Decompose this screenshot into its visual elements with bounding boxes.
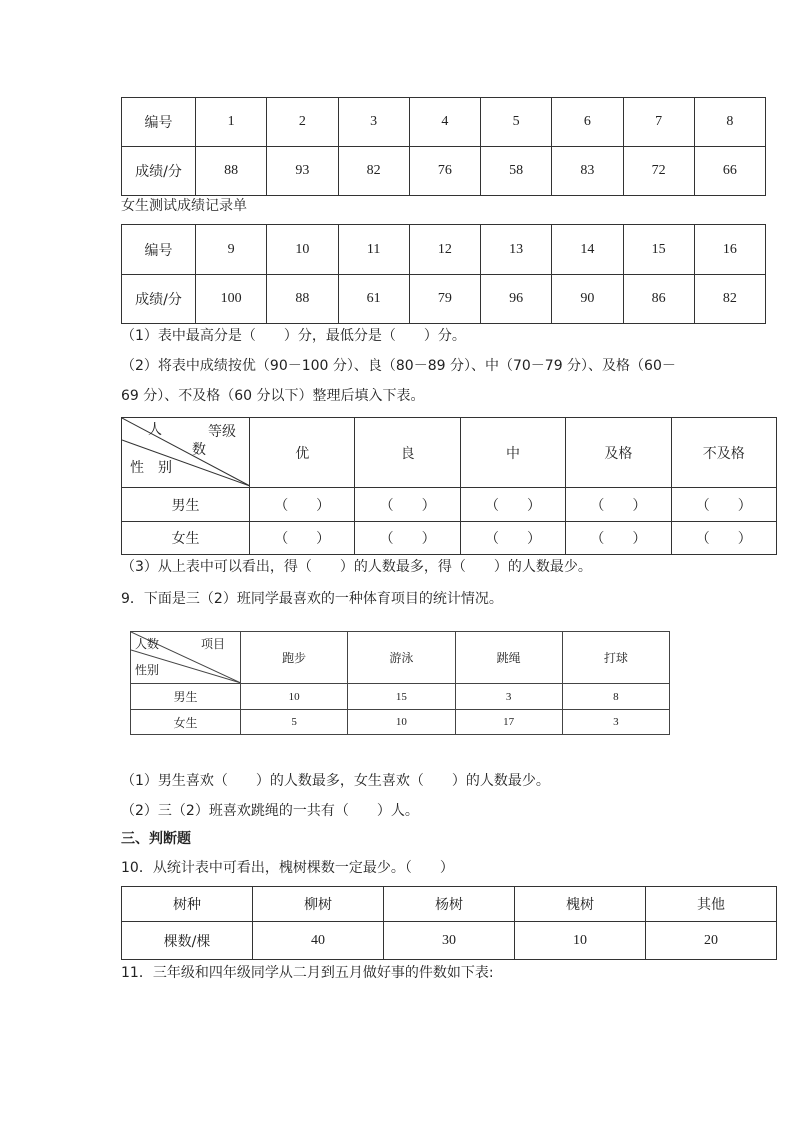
sport-header: 跳绳: [455, 632, 562, 684]
girls-score-cell: 82: [694, 275, 765, 324]
girls-table-caption: 女生测试成绩记录单: [121, 198, 247, 214]
tree-count-cell: 30: [384, 922, 515, 960]
row-label-boys: 男生: [131, 684, 241, 710]
girls-score-cell: 79: [409, 275, 480, 324]
tree-header: 柳树: [253, 887, 384, 922]
q10-text: 10．从统计表中可看出，槐树棵数一定最少。（ ）: [121, 860, 454, 876]
tree-header: 树种: [122, 887, 253, 922]
corner-label-gender: 性 别: [130, 460, 172, 476]
q9-title: 9．下面是三（2）班同学最喜欢的一种体育项目的统计情况。: [121, 591, 503, 607]
tree-header: 杨树: [384, 887, 515, 922]
girls-score-cell: 90: [552, 275, 623, 324]
sport-table: [130, 631, 670, 735]
grade-header: 优: [250, 418, 355, 488]
girls-id-cell: 14: [552, 225, 623, 275]
sport-count-cell: 17: [455, 710, 562, 735]
sport-header: 游泳: [348, 632, 455, 684]
boys-score-cell: 83: [552, 147, 623, 196]
q8-part3: （3）从上表中可以看出，得（ ）的人数最多，得（ ）的人数最少。: [121, 559, 592, 575]
girls-id-cell: 11: [338, 225, 409, 275]
tree-header: 槐树: [515, 887, 646, 922]
girls-id-cell: 13: [481, 225, 552, 275]
corner-label-gender: 性别: [135, 663, 160, 677]
tree-count-cell: 40: [253, 922, 384, 960]
grade-header: 良: [355, 418, 460, 488]
boys-id-cell: 8: [694, 98, 765, 147]
boys-id-cell: 3: [338, 98, 409, 147]
answer-blank[interactable]: （ ）: [355, 522, 460, 555]
boys-id-cell: 2: [267, 98, 338, 147]
grade-table: [121, 417, 777, 555]
corner-label-grade: 等级: [208, 424, 236, 440]
boys-score-cell: 66: [694, 147, 765, 196]
corner-label-count: 人数: [135, 637, 160, 651]
answer-blank[interactable]: （ ）: [460, 488, 565, 522]
sport-count-cell: 10: [348, 710, 455, 735]
answer-blank[interactable]: （ ）: [355, 488, 460, 522]
row-label-id: 编号: [122, 225, 196, 275]
girls-id-cell: 15: [623, 225, 694, 275]
answer-blank[interactable]: （ ）: [250, 488, 355, 522]
corner-label-item: 项目: [201, 637, 226, 651]
grade-header: 中: [460, 418, 565, 488]
q8-part1: （1）表中最高分是（ ）分，最低分是（ ）分。: [121, 328, 466, 344]
q9-part1: （1）男生喜欢（ ）的人数最多，女生喜欢（ ）的人数最少。: [121, 773, 550, 789]
sport-count-cell: 15: [348, 684, 455, 710]
girls-id-cell: 9: [196, 225, 267, 275]
answer-blank[interactable]: （ ）: [566, 488, 671, 522]
row-label-id: 编号: [122, 98, 196, 147]
row-label-score: 成绩/分: [122, 147, 196, 196]
boys-score-cell: 58: [481, 147, 552, 196]
q8-part2-continued: 69 分）、不及格（60 分以下）整理后填入下表。: [121, 388, 425, 404]
girls-score-cell: 88: [267, 275, 338, 324]
tree-table: [121, 886, 777, 960]
girls-score-cell: 96: [481, 275, 552, 324]
boys-score-cell: 88: [196, 147, 267, 196]
tree-count-cell: 10: [515, 922, 646, 960]
answer-blank[interactable]: （ ）: [671, 488, 776, 522]
boys-score-cell: 82: [338, 147, 409, 196]
sport-count-cell: 10: [241, 684, 348, 710]
diagonal-header-cell: [122, 418, 250, 488]
girls-score-cell: 100: [196, 275, 267, 324]
sport-count-cell: 8: [562, 684, 669, 710]
boys-score-cell: 76: [409, 147, 480, 196]
row-label-tree-count: 棵数/棵: [122, 922, 253, 960]
q9-part2: （2）三（2）班喜欢跳绳的一共有（ ）人。: [121, 803, 419, 819]
girls-id-cell: 12: [409, 225, 480, 275]
boys-id-cell: 1: [196, 98, 267, 147]
sport-count-cell: 3: [562, 710, 669, 735]
girls-score-cell: 86: [623, 275, 694, 324]
sport-header: 跑步: [241, 632, 348, 684]
sport-count-cell: 5: [241, 710, 348, 735]
boys-score-cell: 72: [623, 147, 694, 196]
diagonal-header-cell: [131, 632, 241, 684]
boys-id-cell: 6: [552, 98, 623, 147]
row-label-girls: 女生: [131, 710, 241, 735]
corner-label-person: 人: [148, 422, 162, 438]
grade-header: 及格: [566, 418, 671, 488]
answer-blank[interactable]: （ ）: [250, 522, 355, 555]
girls-id-cell: 16: [694, 225, 765, 275]
section-heading-true-false: 三、判断题: [121, 831, 191, 847]
row-label-girls: 女生: [122, 522, 250, 555]
sport-count-cell: 3: [455, 684, 562, 710]
sport-header: 打球: [562, 632, 669, 684]
answer-blank[interactable]: （ ）: [460, 522, 565, 555]
answer-blank[interactable]: （ ）: [671, 522, 776, 555]
row-label-boys: 男生: [122, 488, 250, 522]
answer-blank[interactable]: （ ）: [566, 522, 671, 555]
boys-id-cell: 5: [481, 98, 552, 147]
girls-score-cell: 61: [338, 275, 409, 324]
boys-score-table: [121, 97, 766, 196]
q8-part2: （2）将表中成绩按优（90－100 分）、良（80－89 分）、中（70－79 分）、及格（60－: [121, 358, 676, 374]
corner-label-count: 数: [192, 442, 206, 458]
girls-id-cell: 10: [267, 225, 338, 275]
boys-id-cell: 7: [623, 98, 694, 147]
grade-header: 不及格: [671, 418, 776, 488]
girls-score-table: [121, 224, 766, 324]
q11-text: 11．三年级和四年级同学从二月到五月做好事的件数如下表:: [121, 965, 494, 981]
row-label-score: 成绩/分: [122, 275, 196, 324]
tree-header: 其他: [646, 887, 777, 922]
boys-id-cell: 4: [409, 98, 480, 147]
tree-count-cell: 20: [646, 922, 777, 960]
boys-score-cell: 93: [267, 147, 338, 196]
